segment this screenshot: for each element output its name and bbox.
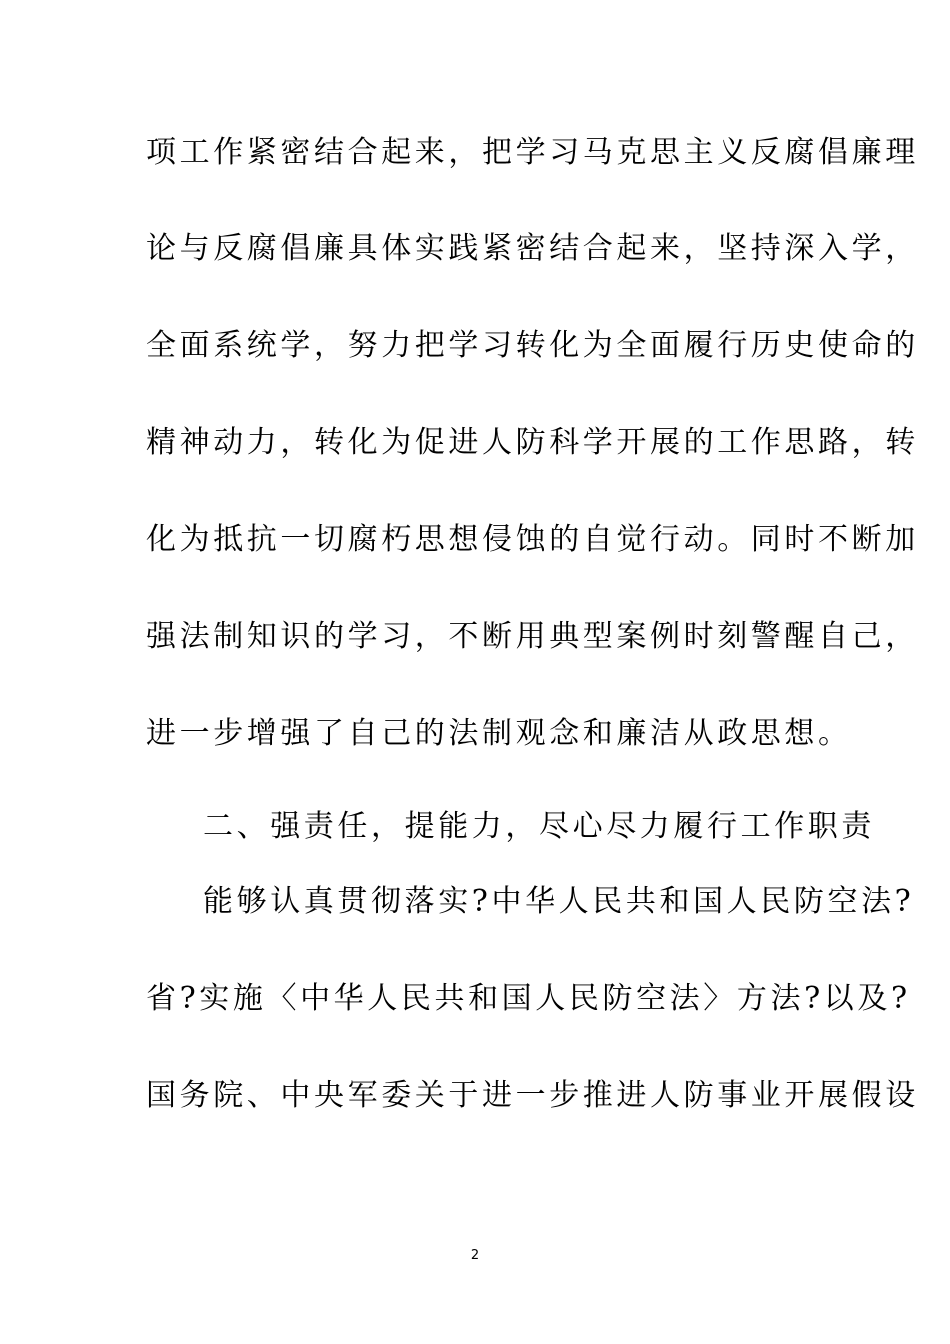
paragraph-line: 项工作紧密结合起来，把学习马克思主义反腐倡廉理 <box>146 135 919 170</box>
paragraph-line: 论与反腐倡廉具体实践紧密结合起来，坚持深入学， <box>146 231 919 266</box>
paragraph-line: 化为抵抗一切腐朽思想侵蚀的自觉行动。同时不断加 <box>146 522 919 557</box>
paragraph-line: 能够认真贯彻落实?中华人民共和国人民防空法? <box>203 884 915 919</box>
paragraph-line: 进一步增强了自己的法制观念和廉洁从政思想。 <box>146 716 852 751</box>
paragraph-line: 强法制知识的学习，不断用典型案例时刻警醒自己， <box>146 619 919 654</box>
paragraph-line: 国务院、中央军委关于进一步推进人防事业开展假设 <box>146 1078 919 1113</box>
section-heading: 二、强责任，提能力，尽心尽力履行工作职责 <box>203 809 875 844</box>
paragraph-line: 精神动力，转化为促进人防科学开展的工作思路，转 <box>146 425 919 460</box>
page-number: 2 <box>470 1248 480 1263</box>
paragraph-line: 省?实施〈中华人民共和国人民防空法〉方法?以及? <box>146 981 911 1016</box>
paragraph-line: 全面系统学，努力把学习转化为全面履行历史使命的 <box>146 328 919 363</box>
